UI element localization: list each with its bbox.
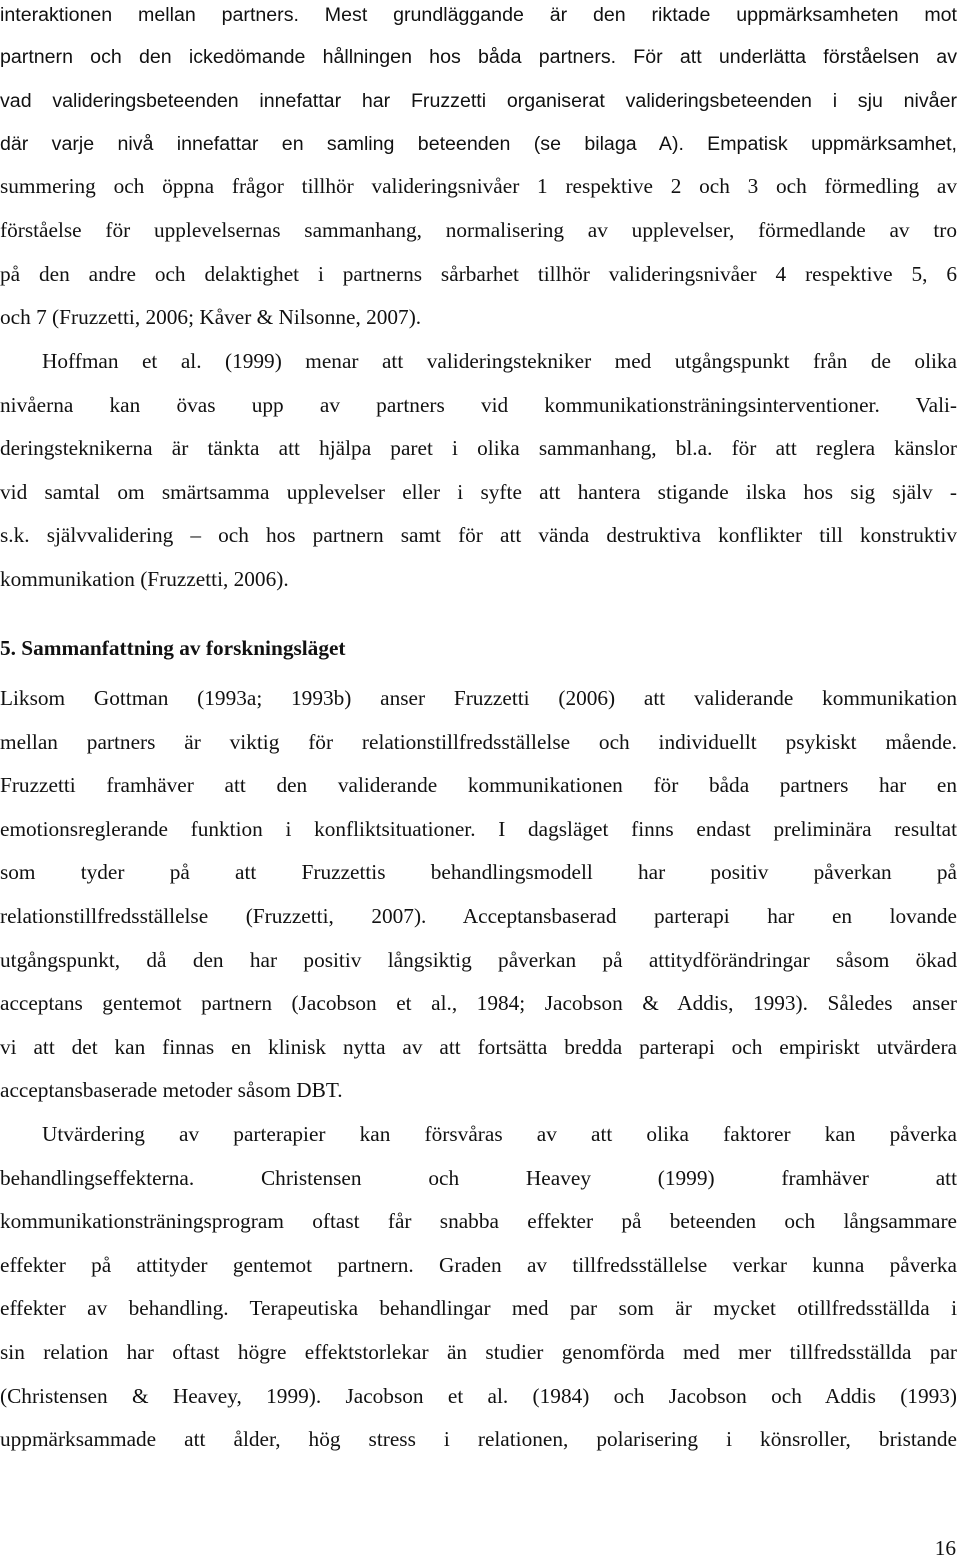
- text-line: s.k. självvalidering – och hos partnern samt för att vända destruktiva konflikter till konstruktiv: [0, 523, 957, 547]
- text-line: Utvärdering av parterapier kan försvåras av att olika faktorer kan påverka: [42, 1122, 957, 1146]
- text-line: förståelse för upplevelsernas sammanhang, normalisering av upplevelser, förmedlande av tro: [0, 218, 957, 242]
- text-line: Hoffman et al. (1999) menar att valideringstekniker med utgångspunkt från de olika: [42, 349, 957, 373]
- text-line: deringsteknikerna är tänkta att hjälpa paret i olika sammanhang, bl.a. för att reglera känslor: [0, 436, 957, 460]
- text-line: acceptansbaserade metoder såsom DBT.: [0, 1078, 343, 1102]
- text-line: effekter på attityder gentemot partnern. Graden av tillfredsställelse verkar kunna påverka: [0, 1253, 957, 1277]
- text-line: på den andre och delaktighet i partnerns sårbarhet tillhör valideringsnivåer 4 respektive 5, 6: [0, 262, 957, 286]
- text-line: effekter av behandling. Terapeutiska behandlingar med par som är mycket otillfredsställda i: [0, 1296, 957, 1320]
- text-line: (Christensen & Heavey, 1999). Jacobson et al. (1984) och Jacobson och Addis (1993): [0, 1384, 957, 1408]
- text-line: mellan partners är viktig för relationstillfredsställelse och individuellt psykiskt mående.: [0, 730, 957, 754]
- text-line: Liksom Gottman (1993a; 1993b) anser Fruzzetti (2006) att validerande kommunikation: [0, 686, 957, 710]
- text-line: vad valideringsbeteenden innefattar har Fruzzetti organiserat valideringsbeteenden i sju nivåer: [0, 90, 957, 112]
- text-line: emotionsreglerande funktion i konfliktsituationer. I dagsläget finns endast preliminära resultat: [0, 817, 957, 841]
- section-heading: 5. Sammanfattning av forskningsläget: [0, 636, 346, 660]
- text-line: sin relation har oftast högre effektstorlekar än studier genomförda med mer tillfredsställda par: [0, 1340, 957, 1364]
- text-line: relationstillfredsställelse (Fruzzetti, 2007). Acceptansbaserad parterapi har en lovande: [0, 904, 957, 928]
- text-line: vi att det kan finnas en klinisk nytta av att fortsätta bredda parterapi och empiriskt utvärdera: [0, 1035, 957, 1059]
- text-line: Fruzzetti framhäver att den validerande kommunikationen för båda partners har en: [0, 773, 957, 797]
- text-line: interaktionen mellan partners. Mest grundläggande är den riktade uppmärksamheten mot: [0, 4, 957, 26]
- text-line: kommunikationsträningsprogram oftast får snabba effekter på beteenden och långsammare: [0, 1209, 957, 1233]
- text-line: utgångspunkt, då den har positiv långsiktig påverkan på attitydförändringar såsom ökad: [0, 948, 957, 972]
- text-line: kommunikation (Fruzzetti, 2006).: [0, 567, 289, 591]
- text-line: nivåerna kan övas upp av partners vid kommunikationsträningsinterventioner. Vali-: [0, 393, 957, 417]
- text-line: acceptans gentemot partnern (Jacobson et al., 1984; Jacobson & Addis, 1993). Således anser: [0, 991, 957, 1015]
- page-number: 16: [934, 1536, 956, 1560]
- text-line: vid samtal om smärtsamma upplevelser eller i syfte att hantera stigande ilska hos sig själv -: [0, 480, 957, 504]
- text-line: och 7 (Fruzzetti, 2006; Kåver & Nilsonne, 2007).: [0, 305, 422, 329]
- text-line: behandlingseffekterna. Christensen och Heavey (1999) framhäver att: [0, 1166, 957, 1190]
- text-line: summering och öppna frågor tillhör valideringsnivåer 1 respektive 2 och 3 och förmedling av: [0, 174, 957, 198]
- text-line: som tyder på att Fruzzettis behandlingsmodell har positiv påverkan på: [0, 860, 957, 884]
- text-line: uppmärksammade att ålder, hög stress i relationen, polarisering i könsroller, bristande: [0, 1427, 957, 1451]
- text-line: partnern och den ickedömande hållningen hos båda partners. För att underlätta förståelsen av: [0, 46, 957, 68]
- text-line: där varje nivå innefattar en samling beteenden (se bilaga A). Empatisk uppmärksamhet,: [0, 133, 958, 155]
